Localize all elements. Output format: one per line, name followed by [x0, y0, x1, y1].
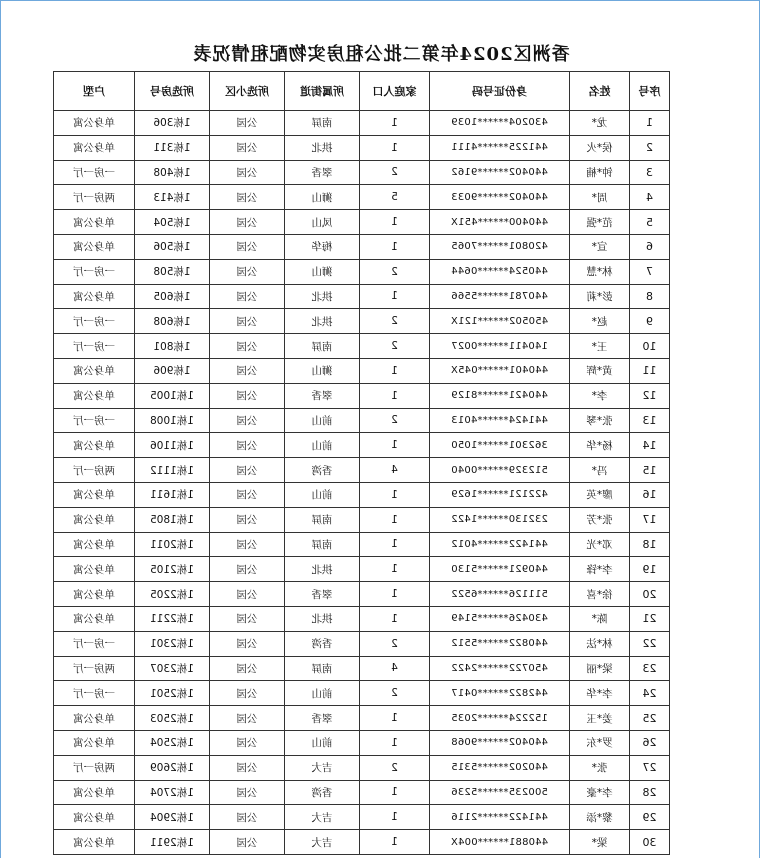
table-row — [54, 755, 670, 780]
cell-type: 单身公寓 — [54, 284, 135, 309]
cell-id: 232130******1422 — [430, 507, 570, 532]
table-row — [54, 582, 670, 607]
table-row — [54, 160, 670, 185]
cell-family: 2 — [360, 631, 430, 656]
cell-id: 442822******0417 — [430, 681, 570, 706]
cell-name: 李* — [570, 383, 630, 408]
cell-room: 1栋1112 — [135, 458, 210, 483]
cell-type: 单身公寓 — [54, 532, 135, 557]
cell-family: 1 — [360, 111, 430, 136]
cell-street: 翠香 — [285, 582, 360, 607]
cell-family: 5 — [360, 185, 430, 210]
cell-community: 公园 — [210, 780, 285, 805]
cell-street: 前山 — [285, 482, 360, 507]
cell-street: 拱北 — [285, 606, 360, 631]
cell-family: 1 — [360, 210, 430, 235]
cell-room: 1栋1008 — [135, 408, 210, 433]
table-row — [54, 706, 670, 731]
cell-id: 441422******4012 — [430, 532, 570, 557]
cell-family: 2 — [360, 755, 430, 780]
cell-room: 1栋608 — [135, 309, 210, 334]
cell-seq: 15 — [630, 458, 670, 483]
cell-family: 2 — [360, 259, 430, 284]
cell-street: 前山 — [285, 408, 360, 433]
cell-room: 1栋906 — [135, 358, 210, 383]
cell-street: 拱北 — [285, 557, 360, 582]
cell-name: 周* — [570, 185, 630, 210]
cell-street: 前山 — [285, 730, 360, 755]
cell-street: 凤山 — [285, 210, 360, 235]
cell-community: 公园 — [210, 805, 285, 830]
cell-family: 2 — [360, 309, 430, 334]
cell-name: 赵* — [570, 309, 630, 334]
table-row — [54, 656, 670, 681]
cell-type: 单身公寓 — [54, 706, 135, 731]
cell-id: 450722******2422 — [430, 656, 570, 681]
cell-name: 张*琴 — [570, 408, 630, 433]
cell-id: 512329******0040 — [430, 458, 570, 483]
cell-family: 1 — [360, 433, 430, 458]
cell-seq: 19 — [630, 557, 670, 582]
cell-street: 前山 — [285, 681, 360, 706]
cell-name: 罗*东 — [570, 730, 630, 755]
cell-type: 两房一厅 — [54, 185, 135, 210]
cell-room: 1栋2503 — [135, 706, 210, 731]
table-row — [54, 730, 670, 755]
cell-street: 南屏 — [285, 111, 360, 136]
cell-id: 440822******5512 — [430, 631, 570, 656]
table-row — [54, 780, 670, 805]
cell-type: 单身公寓 — [54, 383, 135, 408]
cell-seq: 10 — [630, 334, 670, 359]
cell-name: 林*法 — [570, 631, 630, 656]
cell-room: 1栋2904 — [135, 805, 210, 830]
cell-family: 4 — [360, 656, 430, 681]
table-row — [54, 210, 670, 235]
cell-street: 南屏 — [285, 334, 360, 359]
cell-type: 单身公寓 — [54, 582, 135, 607]
cell-name: 张* — [570, 755, 630, 780]
cell-street: 前山 — [285, 433, 360, 458]
cell-id: 440881******004X — [430, 830, 570, 855]
cell-room: 1栋508 — [135, 259, 210, 284]
table-row — [54, 507, 670, 532]
cell-family: 1 — [360, 730, 430, 755]
cell-family: 1 — [360, 383, 430, 408]
cell-community: 公园 — [210, 557, 285, 582]
cell-name: 侯*火 — [570, 135, 630, 160]
table-row — [54, 631, 670, 656]
cell-seq: 22 — [630, 631, 670, 656]
cell-id: 362301******1050 — [430, 433, 570, 458]
cell-community: 公园 — [210, 755, 285, 780]
table-row — [54, 111, 670, 136]
table-row — [54, 383, 670, 408]
cell-name: 宣* — [570, 234, 630, 259]
table-row — [54, 830, 670, 855]
cell-type: 一房一厅 — [54, 408, 135, 433]
cell-community: 公园 — [210, 383, 285, 408]
cell-name: 李*锋 — [570, 557, 630, 582]
cell-family: 1 — [360, 507, 430, 532]
table-row — [54, 458, 670, 483]
table-row — [54, 408, 670, 433]
cell-name: 徐*喜 — [570, 582, 630, 607]
table-row — [54, 234, 670, 259]
cell-room: 1栋1106 — [135, 433, 210, 458]
cell-room: 1栋311 — [135, 135, 210, 160]
cell-seq: 30 — [630, 830, 670, 855]
cell-community: 公园 — [210, 309, 285, 334]
cell-family: 1 — [360, 606, 430, 631]
cell-street: 南屏 — [285, 656, 360, 681]
cell-name: 陈* — [570, 606, 630, 631]
col-header-community: 所选小区 — [210, 72, 285, 111]
cell-street: 狮山 — [285, 259, 360, 284]
cell-type: 单身公寓 — [54, 234, 135, 259]
cell-seq: 24 — [630, 681, 670, 706]
cell-type: 一房一厅 — [54, 334, 135, 359]
cell-type: 单身公寓 — [54, 135, 135, 160]
cell-id: 440781******5566 — [430, 284, 570, 309]
cell-id: 440401******045X — [430, 358, 570, 383]
cell-id: 420801******7065 — [430, 234, 570, 259]
table-row — [54, 805, 670, 830]
cell-seq: 1 — [630, 111, 670, 136]
cell-room: 1栋605 — [135, 284, 210, 309]
cell-community: 公园 — [210, 111, 285, 136]
cell-name: 林*慧 — [570, 259, 630, 284]
cell-name: 杨*华 — [570, 433, 630, 458]
cell-room: 1栋2307 — [135, 656, 210, 681]
cell-street: 吉大 — [285, 755, 360, 780]
cell-street: 狮山 — [285, 358, 360, 383]
cell-id: 440921******5130 — [430, 557, 570, 582]
cell-street: 南屏 — [285, 507, 360, 532]
cell-community: 公园 — [210, 234, 285, 259]
cell-name: 冯* — [570, 458, 630, 483]
cell-seq: 26 — [630, 730, 670, 755]
cell-seq: 6 — [630, 234, 670, 259]
table-row — [54, 358, 670, 383]
cell-type: 单身公寓 — [54, 730, 135, 755]
cell-id: 430426******5149 — [430, 606, 570, 631]
cell-id: 422121******1629 — [430, 482, 570, 507]
cell-family: 2 — [360, 334, 430, 359]
cell-id: 441424******4013 — [430, 408, 570, 433]
cell-name: 李*华 — [570, 681, 630, 706]
cell-seq: 25 — [630, 706, 670, 731]
cell-name: 姜*玉 — [570, 706, 630, 731]
cell-community: 公园 — [210, 408, 285, 433]
cell-community: 公园 — [210, 284, 285, 309]
cell-type: 一房一厅 — [54, 160, 135, 185]
cell-seq: 16 — [630, 482, 670, 507]
cell-room: 1栋2609 — [135, 755, 210, 780]
cell-type: 两房一厅 — [54, 656, 135, 681]
cell-community: 公园 — [210, 210, 285, 235]
cell-street: 翠香 — [285, 160, 360, 185]
cell-street: 吉大 — [285, 805, 360, 830]
cell-name: 黎*添 — [570, 805, 630, 830]
cell-name: 王* — [570, 334, 630, 359]
col-header-street: 所属街道 — [285, 72, 360, 111]
cell-community: 公园 — [210, 706, 285, 731]
table-row — [54, 135, 670, 160]
cell-community: 公园 — [210, 334, 285, 359]
cell-family: 1 — [360, 805, 430, 830]
cell-seq: 21 — [630, 606, 670, 631]
cell-id: 440202******5315 — [430, 755, 570, 780]
cell-community: 公园 — [210, 259, 285, 284]
cell-room: 1栋1005 — [135, 383, 210, 408]
cell-type: 单身公寓 — [54, 606, 135, 631]
cell-id: 511126******6522 — [430, 582, 570, 607]
table-row — [54, 532, 670, 557]
cell-seq: 8 — [630, 284, 670, 309]
cell-room: 1栋2301 — [135, 631, 210, 656]
cell-family: 1 — [360, 780, 430, 805]
table-row — [54, 681, 670, 706]
cell-name: 范*强 — [570, 210, 630, 235]
cell-community: 公园 — [210, 681, 285, 706]
cell-room: 1栋504 — [135, 210, 210, 235]
table-row — [54, 334, 670, 359]
cell-name: 廖*英 — [570, 482, 630, 507]
cell-family: 1 — [360, 532, 430, 557]
cell-family: 1 — [360, 284, 430, 309]
cell-room: 1栋2501 — [135, 681, 210, 706]
cell-type: 单身公寓 — [54, 111, 135, 136]
cell-street: 狮山 — [285, 185, 360, 210]
cell-street: 香湾 — [285, 458, 360, 483]
cell-seq: 12 — [630, 383, 670, 408]
cell-family: 1 — [360, 135, 430, 160]
cell-community: 公园 — [210, 358, 285, 383]
col-header-family: 家庭人口 — [360, 72, 430, 111]
cell-seq: 5 — [630, 210, 670, 235]
cell-type: 单身公寓 — [54, 805, 135, 830]
cell-room: 1栋2911 — [135, 830, 210, 855]
cell-id: 441225******4111 — [430, 135, 570, 160]
cell-community: 公园 — [210, 631, 285, 656]
cell-seq: 4 — [630, 185, 670, 210]
cell-community: 公园 — [210, 185, 285, 210]
document-title: 香洲区2024年第二批公租房实物配租情况表 — [192, 44, 570, 65]
cell-room: 1栋506 — [135, 234, 210, 259]
cell-seq: 13 — [630, 408, 670, 433]
cell-name: 梁* — [570, 830, 630, 855]
cell-room: 1栋2105 — [135, 557, 210, 582]
col-header-id: 身份证号码 — [430, 72, 570, 111]
cell-room: 1栋2211 — [135, 606, 210, 631]
allocation-table — [53, 71, 670, 855]
table-row — [54, 557, 670, 582]
cell-seq: 18 — [630, 532, 670, 557]
cell-room: 1栋2011 — [135, 532, 210, 557]
cell-id: 440400******451X — [430, 210, 570, 235]
cell-family: 1 — [360, 358, 430, 383]
cell-family: 1 — [360, 234, 430, 259]
cell-community: 公园 — [210, 582, 285, 607]
cell-id: 500235******5236 — [430, 780, 570, 805]
cell-name: 邓*光 — [570, 532, 630, 557]
cell-id: 440402******9033 — [430, 185, 570, 210]
table-row — [54, 433, 670, 458]
cell-type: 单身公寓 — [54, 830, 135, 855]
cell-street: 翠香 — [285, 706, 360, 731]
cell-type: 单身公寓 — [54, 358, 135, 383]
cell-id: 152224******2035 — [430, 706, 570, 731]
cell-community: 公园 — [210, 606, 285, 631]
cell-community: 公园 — [210, 482, 285, 507]
cell-seq: 7 — [630, 259, 670, 284]
cell-community: 公园 — [210, 433, 285, 458]
col-header-room: 所选房号 — [135, 72, 210, 111]
cell-seq: 28 — [630, 780, 670, 805]
col-header-type: 户型 — [54, 72, 135, 111]
cell-room: 1栋2504 — [135, 730, 210, 755]
col-header-seq: 序号 — [630, 72, 670, 111]
cell-room: 1栋408 — [135, 160, 210, 185]
cell-family: 1 — [360, 557, 430, 582]
cell-seq: 23 — [630, 656, 670, 681]
cell-seq: 11 — [630, 358, 670, 383]
cell-street: 拱北 — [285, 309, 360, 334]
cell-name: 彭*莉 — [570, 284, 630, 309]
cell-name: 黄*辉 — [570, 358, 630, 383]
cell-type: 单身公寓 — [54, 780, 135, 805]
table-row — [54, 482, 670, 507]
cell-family: 4 — [360, 458, 430, 483]
cell-family: 2 — [360, 408, 430, 433]
cell-seq: 29 — [630, 805, 670, 830]
cell-type: 单身公寓 — [54, 433, 135, 458]
cell-family: 1 — [360, 830, 430, 855]
cell-id: 430204******1039 — [430, 111, 570, 136]
cell-community: 公园 — [210, 656, 285, 681]
cell-id: 440421******8129 — [430, 383, 570, 408]
cell-street: 香湾 — [285, 631, 360, 656]
table-row — [54, 606, 670, 631]
cell-family: 2 — [360, 160, 430, 185]
cell-street: 梅华 — [285, 234, 360, 259]
cell-street: 香湾 — [285, 780, 360, 805]
cell-name: 龙* — [570, 111, 630, 136]
cell-id: 440402******9068 — [430, 730, 570, 755]
cell-seq: 17 — [630, 507, 670, 532]
cell-seq: 3 — [630, 160, 670, 185]
cell-type: 两房一厅 — [54, 755, 135, 780]
cell-seq: 9 — [630, 309, 670, 334]
col-header-name: 姓名 — [570, 72, 630, 111]
cell-community: 公园 — [210, 507, 285, 532]
cell-id: 441422******2116 — [430, 805, 570, 830]
cell-type: 两房一厅 — [54, 458, 135, 483]
cell-street: 拱北 — [285, 135, 360, 160]
cell-id: 140411******0027 — [430, 334, 570, 359]
cell-family: 1 — [360, 706, 430, 731]
cell-name: 梁*丽 — [570, 656, 630, 681]
table-header-row — [54, 72, 670, 111]
cell-name: 张*芳 — [570, 507, 630, 532]
cell-community: 公园 — [210, 458, 285, 483]
cell-type: 一房一厅 — [54, 631, 135, 656]
cell-seq: 2 — [630, 135, 670, 160]
cell-street: 翠香 — [285, 383, 360, 408]
cell-community: 公园 — [210, 532, 285, 557]
cell-type: 单身公寓 — [54, 482, 135, 507]
table-row — [54, 185, 670, 210]
cell-room: 1栋2704 — [135, 780, 210, 805]
table-row — [54, 309, 670, 334]
cell-community: 公园 — [210, 730, 285, 755]
cell-id: 440402******9162 — [430, 160, 570, 185]
cell-id: 450502******121X — [430, 309, 570, 334]
cell-family: 1 — [360, 482, 430, 507]
cell-street: 南屏 — [285, 532, 360, 557]
cell-seq: 20 — [630, 582, 670, 607]
cell-type: 一房一厅 — [54, 681, 135, 706]
cell-room: 1栋1805 — [135, 507, 210, 532]
cell-community: 公园 — [210, 830, 285, 855]
cell-family: 1 — [360, 582, 430, 607]
table-row — [54, 259, 670, 284]
cell-seq: 27 — [630, 755, 670, 780]
cell-name: 李*豪 — [570, 780, 630, 805]
cell-type: 单身公寓 — [54, 557, 135, 582]
cell-room: 1栋1611 — [135, 482, 210, 507]
cell-type: 一房一厅 — [54, 259, 135, 284]
cell-community: 公园 — [210, 160, 285, 185]
cell-family: 2 — [360, 681, 430, 706]
table-row — [54, 284, 670, 309]
cell-type: 单身公寓 — [54, 507, 135, 532]
cell-type: 单身公寓 — [54, 210, 135, 235]
cell-type: 一房一厅 — [54, 309, 135, 334]
cell-seq: 14 — [630, 433, 670, 458]
cell-room: 1栋2205 — [135, 582, 210, 607]
cell-room: 1栋801 — [135, 334, 210, 359]
cell-street: 吉大 — [285, 830, 360, 855]
cell-room: 1栋413 — [135, 185, 210, 210]
cell-name: 钟*楠 — [570, 160, 630, 185]
cell-street: 拱北 — [285, 284, 360, 309]
cell-id: 440524******0644 — [430, 259, 570, 284]
cell-room: 1栋306 — [135, 111, 210, 136]
cell-community: 公园 — [210, 135, 285, 160]
